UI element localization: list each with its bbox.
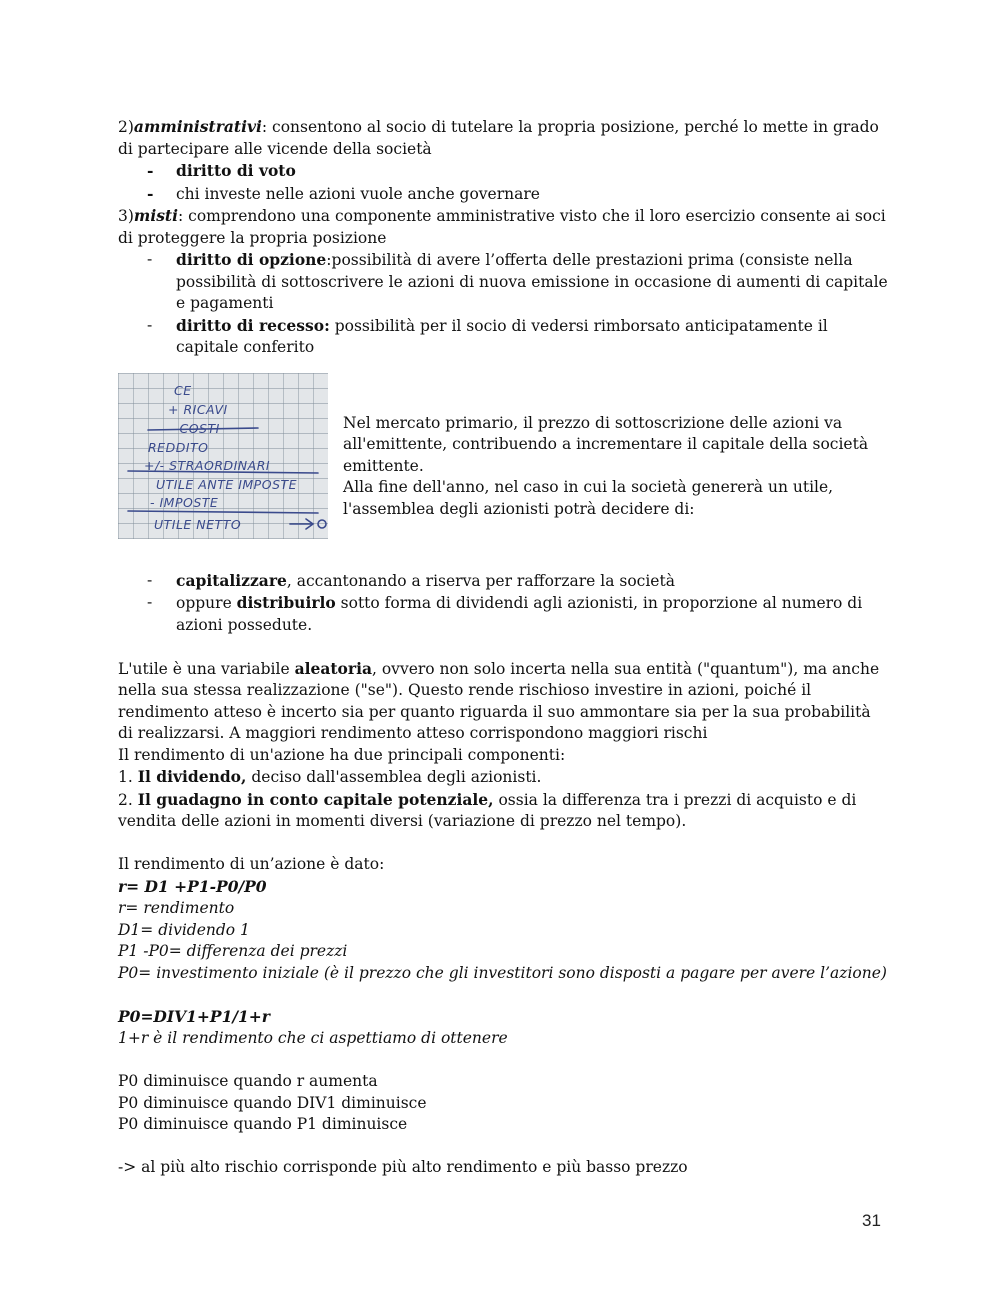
handwritten-line: UTILE ANTE IMPOSTE [156,476,298,492]
handwritten-line: +/- STRAORDINARI [144,457,271,473]
formula-2-note: 1+r è il rendimento che ci aspettiamo di ottenere [118,1029,508,1047]
effect-line: P0 diminuisce quando P1 diminuisce [118,1115,408,1133]
section-2-term: amministrativi [133,117,262,136]
figure-row [118,373,888,539]
formula-1-intro: Il rendimento di un’azione è dato: [118,855,385,873]
section-3-number: 3) [118,207,134,225]
page-content [118,116,888,1179]
list-item: - oppure distribuirlo sotto forma di dividendi agli azionisti, in proporzione al numero di azioni possedute. [118,592,888,636]
section-2-number: 2) [118,118,134,136]
list-item: - chi investe nelle azioni vuole anche governare [118,183,888,206]
formula-definition: P0= investimento iniziale (è il prezzo che gli investitori sono disposti a pagare per avere l’azione) [118,963,887,982]
year-end-paragraph: Alla fine dell'anno, nel caso in cui la società genererà un utile, l'assemblea degli azionisti potrà decidere di: [343,478,834,518]
list-item: - diritto di opzione:possibilità di avere l’offerta delle prestazioni prima (consiste nella possibilità di sottoscrivere le azioni di nuova emissione in occasione di aumenti di capitale e pagamenti [118,249,888,315]
components-intro: Il rendimento di un'azione ha due principali componenti: [118,745,566,764]
component-dividend: 1. Il dividendo, deciso dall'assemblea degli azionisti. [118,767,542,786]
handwritten-line: + RICAVI [168,401,228,417]
handwritten-notes-image [118,373,328,539]
section-3-text: : comprendono una componente amministrative visto che il loro esercizio consente ai soci di proteggere la propria posizione [118,207,886,247]
handwritten-line: - IMPOSTE [150,494,219,510]
utile-paragraph: L'utile è una variabile aleatoria, ovvero non solo incerta nella sua entità ("quantum"), ma anche nella sua stessa realizzazione ("se"). Questo rende rischioso investire in azioni, poiché il rendimento atteso è incerto sia per quanto riguarda il suo ammontare sia per la sua probabilità di realizzarsi. A maggiori rendimento atteso corrispondono maggiori rischi [118,658,880,742]
handwritten-line: - COSTI [170,420,220,436]
effect-line: P0 diminuisce quando r aumenta [118,1072,378,1090]
handwritten-line: CE [174,382,192,398]
list-item: - diritto di voto [118,160,888,183]
effect-line: P0 diminuisce quando DIV1 diminuisce [118,1093,427,1112]
page-number: 31 [862,1211,881,1230]
formula-definition: D1= dividendo 1 [118,920,250,939]
section-3-list [118,249,888,359]
formula-definition: P1 -P0= differenza dei prezzi [118,942,348,960]
formula-definition: r= rendimento [118,899,235,917]
list-item: - diritto di recesso: possibilità per il socio di vedersi rimborsato anticipatamente il capitale conferito [118,315,888,359]
formula-2: P0=DIV1+P1/1+r [118,1006,270,1026]
section-2-text: : consentono al socio di tutelare la propria posizione, perché lo mette in grado di partecipare alle vicende della società [118,118,879,158]
section-2-list [118,160,888,205]
conclusion-line: -> al più alto rischio corrisponde più alto rendimento e più basso prezzo [118,1158,688,1176]
list-item: - capitalizzare, accantonando a riserva per rafforzare la società [118,570,888,593]
options-list [118,570,888,637]
section-3-heading [118,205,888,249]
handwritten-line: REDDITO [148,439,209,455]
primary-market-paragraph: Nel mercato primario, il prezzo di sottoscrizione delle azioni va all'emittente, contribuendo a incrementare il capitale della società emittente. [343,413,869,475]
section-3-term: misti [133,206,178,225]
component-capital-gain: 2. Il guadagno in conto capitale potenziale, ossia la differenza tra i prezzi di acquisto e di vendita delle azioni in momenti diversi (variazione di prezzo nel tempo). [118,789,857,830]
formula-1: r= D1 +P1-P0/P0 [118,876,267,896]
handwritten-line: UTILE NETTO [154,516,242,532]
figure-caption-text [343,413,883,521]
section-2-heading [118,116,888,160]
